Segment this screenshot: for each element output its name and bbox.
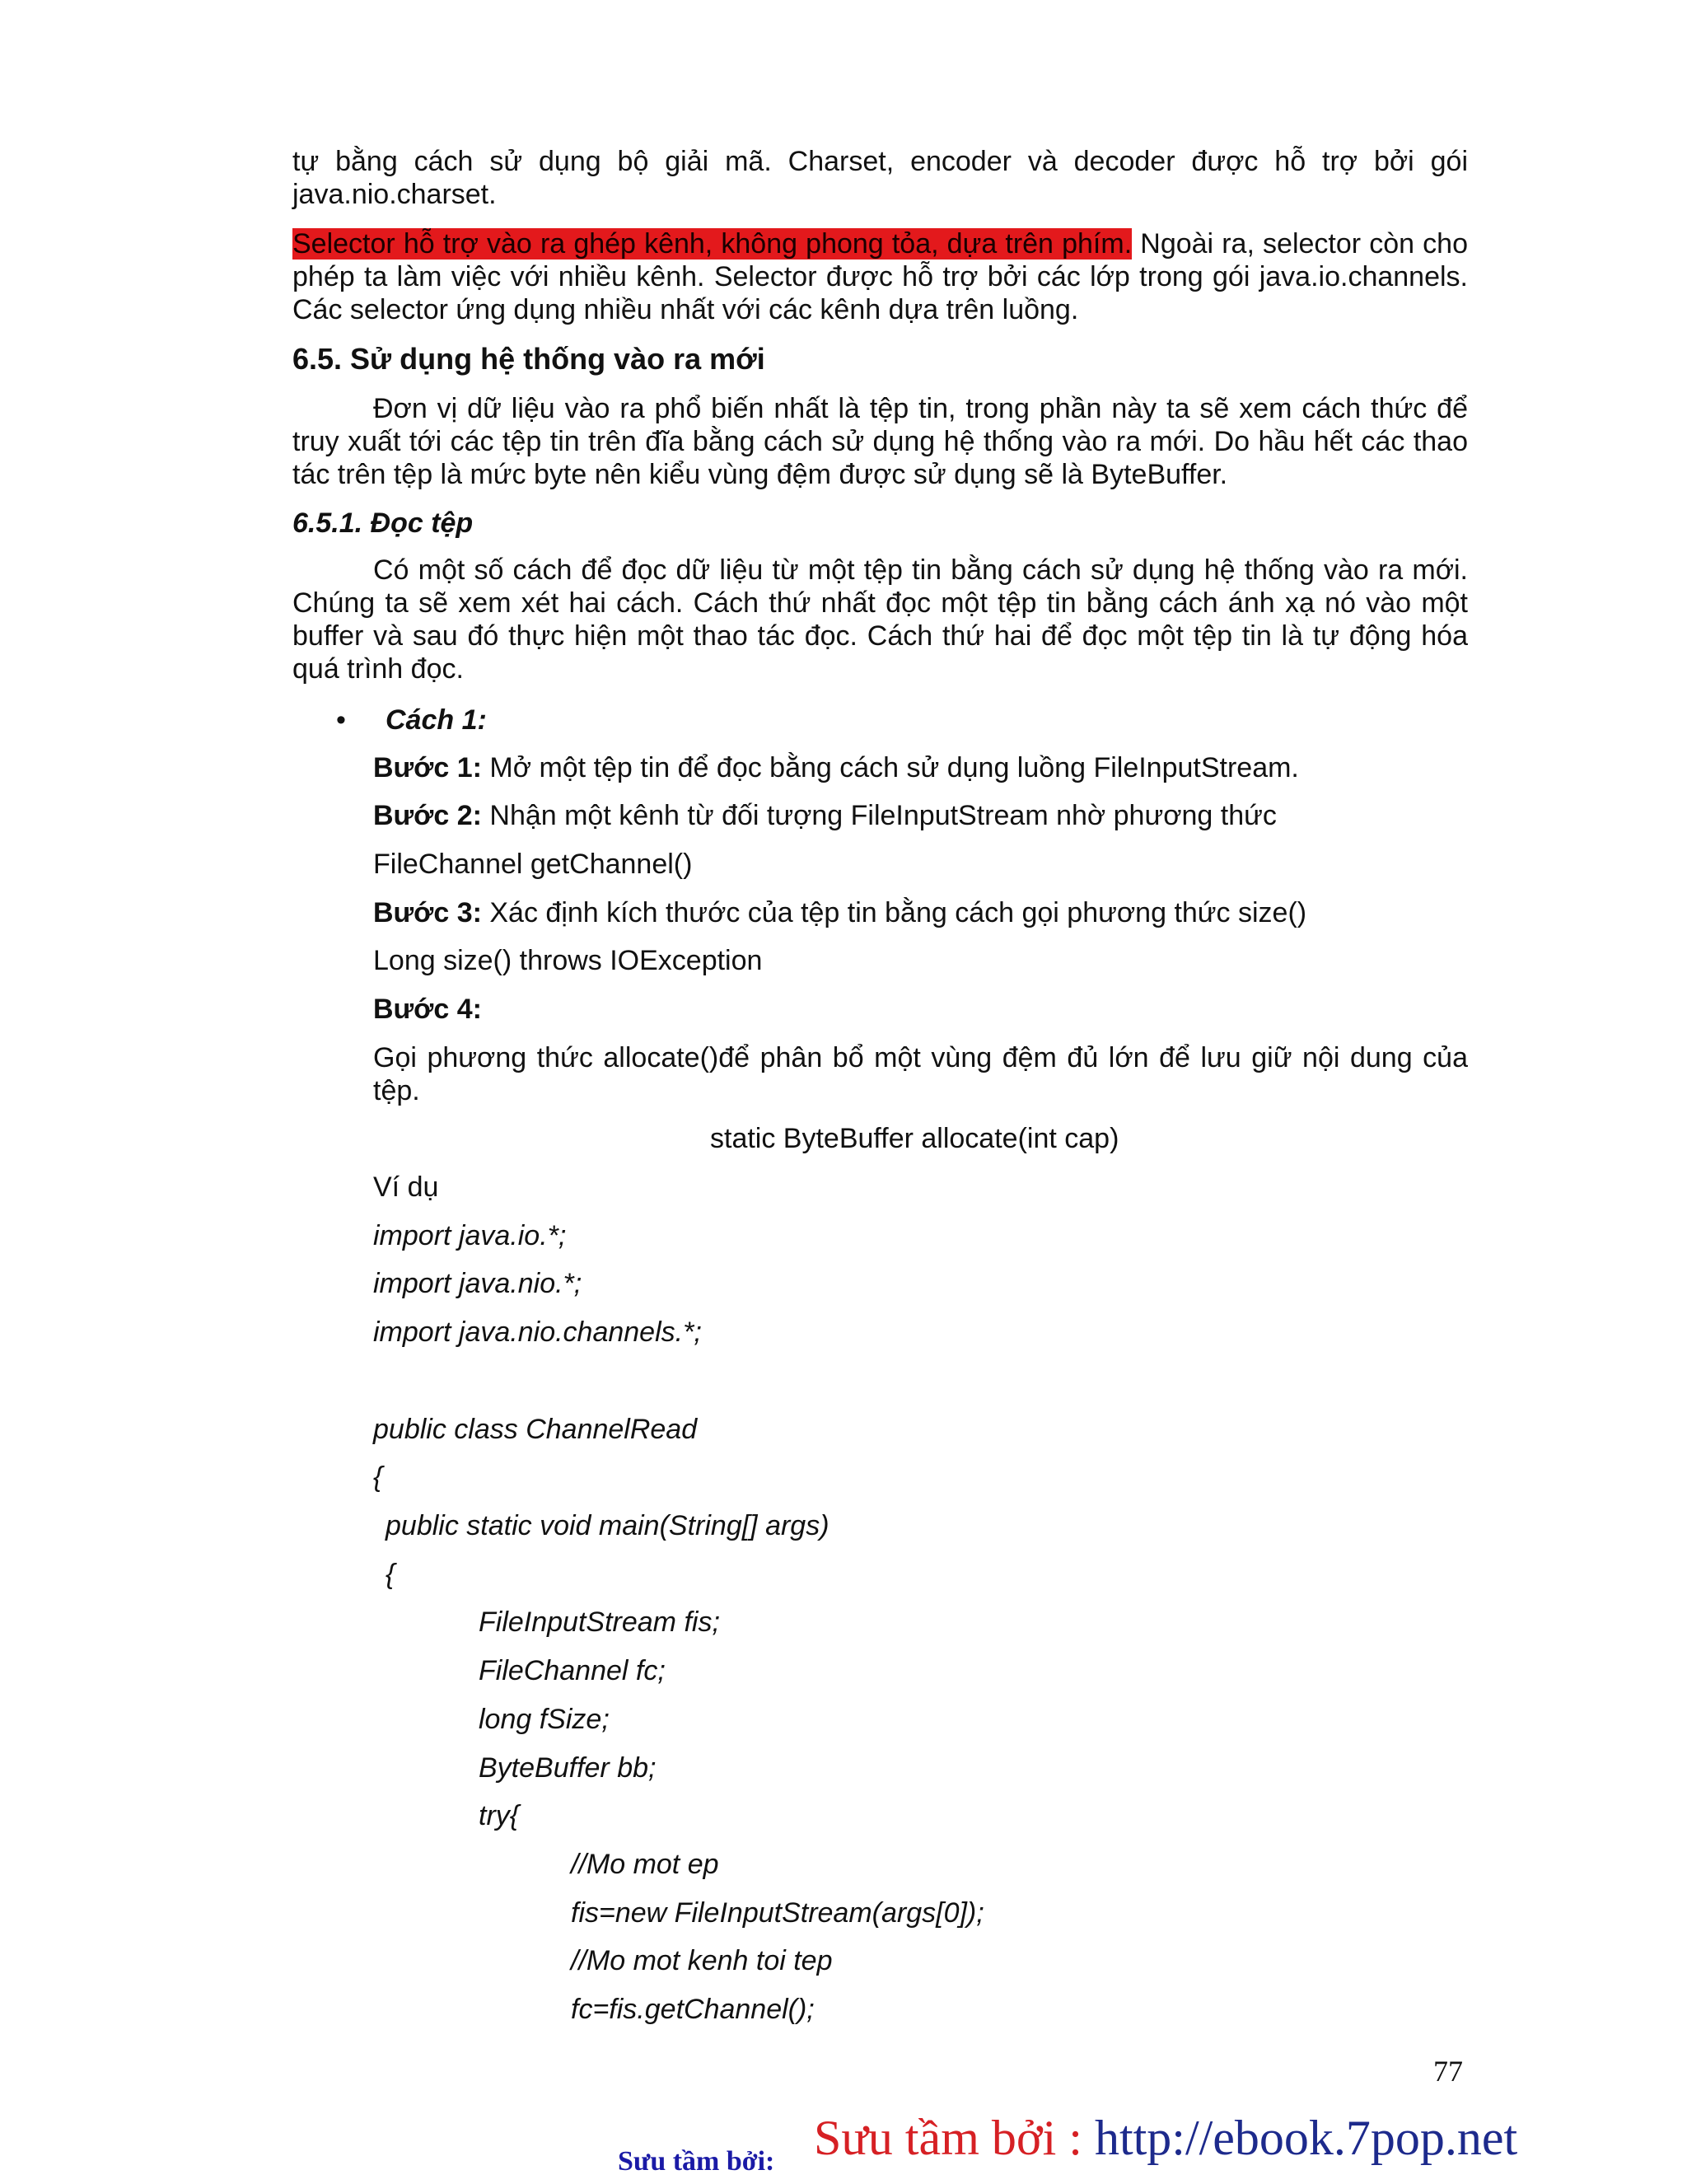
step-2 (373, 799, 1277, 832)
code-line: public static void main(String[] args) (386, 1510, 829, 1541)
step-3-label: Bước 3: (373, 897, 482, 928)
code-line: import java.io.*; (373, 1220, 567, 1251)
bullet-icon: • (336, 704, 346, 736)
step-4-signature: static ByteBuffer allocate(int cap) (710, 1123, 1119, 1154)
step-1-text: Mở một tệp tin để đọc bằng cách sử dụng luồng FileInputStream. (481, 752, 1299, 783)
paragraph-charset: tự bằng cách sử dụng bộ giải mã. Charset, encoder và decoder được hỗ trợ bởi gói java.nio.charset. (292, 146, 1468, 210)
step-2-signature: FileChannel getChannel() (373, 849, 693, 880)
code-line: //Mo mot ep (571, 1849, 719, 1880)
bullet-label: Cách 1: (386, 704, 487, 736)
code-line: fis=new FileInputStream(args[0]); (571, 1897, 984, 1929)
watermark (814, 2109, 1517, 2167)
step-4 (373, 993, 482, 1026)
paragraph-read-methods: Có một số cách để đọc dữ liệu từ một tệp tin bằng cách sử dụng hệ thống vào ra mới. Chúng ta sẽ xem xét hai cách. Cách thứ nhất đọc một tệp tin bằng cách ánh xạ nó vào một buffer và sau đó thực hiện một thao tác đọc. Cách thứ hai để đọc một tệp tin là tự động hóa quá trình đọc. (292, 554, 1468, 685)
watermark-url[interactable]: http://ebook.7pop.net (1094, 2111, 1518, 2165)
step-3-text: Xác định kích thước của tệp tin bằng cách gọi phương thức size() (481, 897, 1307, 928)
code-line: ByteBuffer bb; (479, 1752, 657, 1784)
step-2-label: Bước 2: (373, 800, 482, 831)
code-line: import java.nio.channels.*; (373, 1316, 702, 1348)
code-line: FileChannel fc; (479, 1655, 666, 1686)
footer-collected-by: Sưu tầm bởi: (618, 2146, 775, 2177)
code-line: { (373, 1461, 383, 1493)
step-1-label: Bước 1: (373, 752, 482, 783)
step-3 (373, 896, 1306, 929)
step-2-text: Nhận một kênh từ đối tượng FileInputStream nhờ phương thức (481, 800, 1277, 831)
watermark-label: Sưu tầm bởi : (814, 2111, 1095, 2165)
step-4-text: Gọi phương thức allocate()để phân bổ một vùng đệm đủ lớn để lưu giữ nội dung của tệp. (373, 1042, 1468, 1106)
code-line: public class ChannelRead (373, 1414, 698, 1445)
step-3-signature: Long size() throws IOException (373, 945, 763, 976)
paragraph-selector-rest: Ngoài ra, selector còn cho phép ta làm việc với nhiều kênh. Selector được hỗ trợ bởi các lớp trong gói java.io.channels. Các selector ứng dụng nhiều nhất với các kênh dựa trên luồng. (292, 228, 1468, 325)
code-line: import java.nio.*; (373, 1268, 582, 1299)
code-line: { (386, 1559, 395, 1590)
subsection-heading: 6.5.1. Đọc tệp (292, 507, 474, 539)
code-line: //Mo mot kenh toi tep (571, 1945, 833, 1976)
code-line: try{ (479, 1800, 520, 1831)
paragraph-intro: Đơn vị dữ liệu vào ra phổ biến nhất là tệp tin, trong phần này ta sẽ xem cách thức để truy xuất tới các tệp tin trên đĩa bằng cách sử dụng hệ thống vào ra mới. Do hầu hết các thao tác trên tệp là mức byte nên kiểu vùng đệm được sử dụng sẽ là ByteBuffer. (292, 393, 1468, 490)
paragraph-selector (292, 227, 1468, 326)
example-label: Ví dụ (373, 1172, 439, 1203)
step-1 (373, 751, 1299, 784)
page-number: 77 (1433, 2055, 1463, 2088)
highlighted-text: Selector hỗ trợ vào ra ghép kênh, không phong tỏa, dựa trên phím. (292, 228, 1133, 260)
step-4-label: Bước 4: (373, 994, 482, 1025)
section-heading: 6.5. Sử dụng hệ thống vào ra mới (292, 342, 765, 376)
code-line: fc=fis.getChannel(); (571, 1994, 815, 2025)
code-line: long fSize; (479, 1704, 610, 1735)
code-line: FileInputStream fis; (479, 1606, 720, 1638)
